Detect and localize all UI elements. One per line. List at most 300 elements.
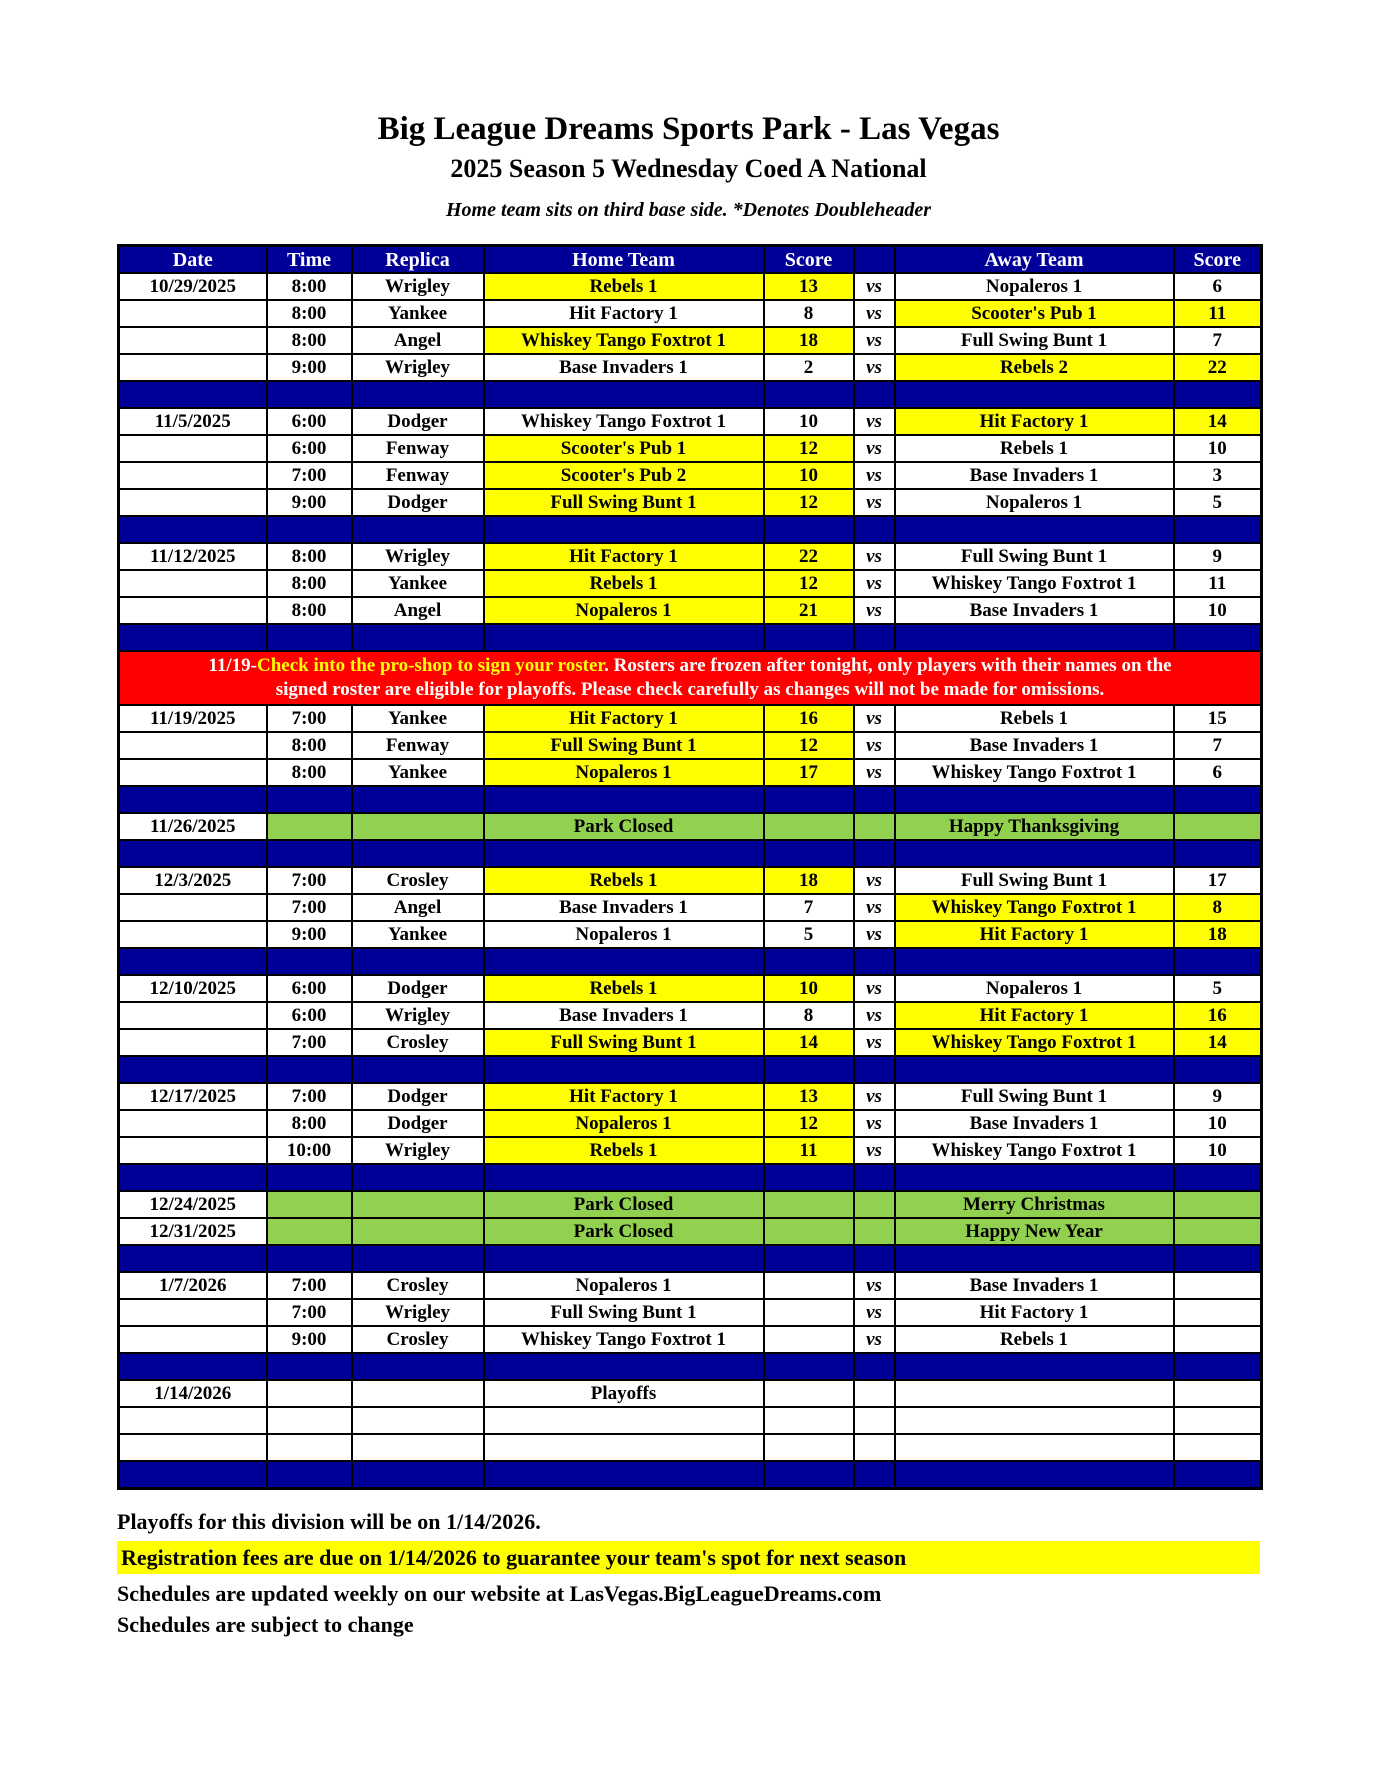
website-note: Schedules are updated weekly on our website at LasVegas.BigLeagueDreams.com xyxy=(117,1581,882,1606)
replica-cell: Angel xyxy=(352,327,484,354)
home-team-cell: Whiskey Tango Foxtrot 1 xyxy=(484,327,764,354)
separator-cell xyxy=(267,381,352,408)
home-score-cell xyxy=(764,813,854,840)
separator-row xyxy=(119,786,1262,813)
separator-cell xyxy=(484,948,764,975)
game-row xyxy=(119,867,1262,894)
separator-cell xyxy=(764,1353,854,1380)
home-team-note: Home team sits on third base side. *Denotes Doubleheader xyxy=(446,199,931,221)
roster-notice-row xyxy=(119,651,1262,705)
away-team-cell: Whiskey Tango Foxtrot 1 xyxy=(895,570,1174,597)
home-team-cell: Nopaleros 1 xyxy=(484,1110,764,1137)
away-score-cell: 14 xyxy=(1174,1029,1262,1056)
home-score-cell xyxy=(764,1407,854,1434)
separator-row xyxy=(119,1461,1262,1489)
vs-cell: vs xyxy=(854,543,895,570)
schedule-table xyxy=(117,244,1263,1490)
home-team-cell: Nopaleros 1 xyxy=(484,597,764,624)
home-team-cell: Scooter's Pub 2 xyxy=(484,462,764,489)
away-team-cell: Nopaleros 1 xyxy=(895,975,1174,1002)
separator-cell xyxy=(484,381,764,408)
separator-cell xyxy=(352,1164,484,1191)
date-cell xyxy=(119,1407,267,1434)
home-score-cell: 5 xyxy=(764,921,854,948)
away-team-cell: Hit Factory 1 xyxy=(895,921,1174,948)
vs-cell: vs xyxy=(854,1083,895,1110)
vs-cell: vs xyxy=(854,1272,895,1299)
time-cell: 8:00 xyxy=(267,570,352,597)
home-team-cell: Nopaleros 1 xyxy=(484,921,764,948)
away-score-cell xyxy=(1174,1218,1262,1245)
game-row xyxy=(119,1110,1262,1137)
home-score-cell: 21 xyxy=(764,597,854,624)
page-title: Big League Dreams Sports Park - Las Vegas xyxy=(377,111,1000,147)
registration-fees-banner: Registration fees are due on 1/14/2026 to guarantee your team's spot for next season xyxy=(117,1541,1260,1574)
home-score-cell: 14 xyxy=(764,1029,854,1056)
replica-cell: Crosley xyxy=(352,867,484,894)
notice-line2: signed roster are eligible for playoffs. Please check carefully as changes will not be made for omissions. xyxy=(275,679,1105,700)
replica-cell: Dodger xyxy=(352,1110,484,1137)
separator-cell xyxy=(119,381,267,408)
replica-cell xyxy=(352,1407,484,1434)
home-team-cell: Rebels 1 xyxy=(484,975,764,1002)
replica-cell: Dodger xyxy=(352,1083,484,1110)
playoffs-note: Playoffs for this division will be on 1/14/2026. xyxy=(117,1509,541,1534)
closed-row xyxy=(119,1218,1262,1245)
vs-cell xyxy=(854,1434,895,1461)
separator-cell xyxy=(267,1056,352,1083)
time-cell: 9:00 xyxy=(267,489,352,516)
date-cell xyxy=(119,1434,267,1461)
home-team-cell xyxy=(484,1407,764,1434)
separator-cell xyxy=(119,516,267,543)
home-team-cell: Rebels 1 xyxy=(484,273,764,300)
away-team-cell: Full Swing Bunt 1 xyxy=(895,543,1174,570)
column-header-replica: Replica xyxy=(352,246,484,274)
separator-row xyxy=(119,381,1262,408)
away-score-cell: 10 xyxy=(1174,435,1262,462)
separator-cell xyxy=(484,624,764,651)
home-team-cell: Hit Factory 1 xyxy=(484,543,764,570)
separator-cell xyxy=(352,516,484,543)
time-cell: 6:00 xyxy=(267,408,352,435)
home-score-cell: 16 xyxy=(764,705,854,732)
roster-notice xyxy=(119,651,1262,705)
vs-cell xyxy=(854,1218,895,1245)
away-team-cell: Base Invaders 1 xyxy=(895,462,1174,489)
home-score-cell: 12 xyxy=(764,1110,854,1137)
separator-cell xyxy=(764,948,854,975)
time-cell: 9:00 xyxy=(267,354,352,381)
home-team-cell: Whiskey Tango Foxtrot 1 xyxy=(484,1326,764,1353)
date-cell xyxy=(119,1326,267,1353)
time-cell: 8:00 xyxy=(267,732,352,759)
separator-row xyxy=(119,840,1262,867)
replica-cell xyxy=(352,813,484,840)
time-cell xyxy=(267,1218,352,1245)
separator-cell xyxy=(764,840,854,867)
home-team-cell: Nopaleros 1 xyxy=(484,1272,764,1299)
separator-cell xyxy=(119,948,267,975)
away-team-cell: Base Invaders 1 xyxy=(895,597,1174,624)
away-score-cell xyxy=(1174,1380,1262,1407)
replica-cell xyxy=(352,1434,484,1461)
home-score-cell xyxy=(764,1191,854,1218)
separator-cell xyxy=(895,381,1174,408)
away-score-cell xyxy=(1174,1407,1262,1434)
separator-cell xyxy=(484,1164,764,1191)
separator-cell xyxy=(764,786,854,813)
page-header xyxy=(117,110,1260,222)
replica-cell: Yankee xyxy=(352,705,484,732)
separator-cell xyxy=(119,1245,267,1272)
away-team-cell: Nopaleros 1 xyxy=(895,273,1174,300)
separator-row xyxy=(119,1056,1262,1083)
vs-cell: vs xyxy=(854,1326,895,1353)
separator-cell xyxy=(1174,1353,1262,1380)
separator-cell xyxy=(352,840,484,867)
replica-cell xyxy=(352,1218,484,1245)
away-score-cell: 18 xyxy=(1174,921,1262,948)
away-score-cell: 9 xyxy=(1174,1083,1262,1110)
separator-cell xyxy=(267,840,352,867)
date-cell xyxy=(119,1299,267,1326)
replica-cell: Wrigley xyxy=(352,1002,484,1029)
replica-cell: Wrigley xyxy=(352,543,484,570)
separator-cell xyxy=(352,786,484,813)
time-cell: 7:00 xyxy=(267,462,352,489)
separator-cell xyxy=(854,948,895,975)
vs-cell: vs xyxy=(854,1029,895,1056)
time-cell: 7:00 xyxy=(267,705,352,732)
date-cell: 12/3/2025 xyxy=(119,867,267,894)
home-score-cell: 12 xyxy=(764,732,854,759)
home-team-cell: Base Invaders 1 xyxy=(484,354,764,381)
date-cell xyxy=(119,1002,267,1029)
away-score-cell xyxy=(1174,1191,1262,1218)
away-score-cell xyxy=(1174,813,1262,840)
time-cell: 9:00 xyxy=(267,1326,352,1353)
separator-cell xyxy=(1174,948,1262,975)
date-cell xyxy=(119,1137,267,1164)
away-team-cell: Whiskey Tango Foxtrot 1 xyxy=(895,1029,1174,1056)
home-score-cell: 8 xyxy=(764,300,854,327)
game-row xyxy=(119,273,1262,300)
separator-cell xyxy=(1174,1461,1262,1489)
game-row xyxy=(119,732,1262,759)
date-cell: 12/17/2025 xyxy=(119,1083,267,1110)
separator-cell xyxy=(895,1353,1174,1380)
vs-cell xyxy=(854,1380,895,1407)
date-cell xyxy=(119,435,267,462)
time-cell xyxy=(267,1434,352,1461)
replica-cell xyxy=(352,1380,484,1407)
home-team-cell: Rebels 1 xyxy=(484,867,764,894)
home-score-cell: 13 xyxy=(764,1083,854,1110)
vs-cell: vs xyxy=(854,462,895,489)
time-cell: 8:00 xyxy=(267,300,352,327)
home-score-cell: 22 xyxy=(764,543,854,570)
column-header-score: Score xyxy=(764,246,854,274)
replica-cell: Dodger xyxy=(352,975,484,1002)
game-row xyxy=(119,1002,1262,1029)
column-header-date: Date xyxy=(119,246,267,274)
separator-cell xyxy=(895,1461,1174,1489)
column-header-vs xyxy=(854,246,895,274)
game-row xyxy=(119,1083,1262,1110)
time-cell: 7:00 xyxy=(267,894,352,921)
subject-to-change-note: Schedules are subject to change xyxy=(117,1612,414,1637)
separator-cell xyxy=(764,1056,854,1083)
separator-cell xyxy=(895,1056,1174,1083)
separator-row xyxy=(119,948,1262,975)
separator-cell xyxy=(119,840,267,867)
away-team-cell: Rebels 1 xyxy=(895,1326,1174,1353)
home-team-cell: Park Closed xyxy=(484,813,764,840)
home-team-cell: Rebels 1 xyxy=(484,1137,764,1164)
away-team-cell: Full Swing Bunt 1 xyxy=(895,1083,1174,1110)
vs-cell: vs xyxy=(854,300,895,327)
home-score-cell: 8 xyxy=(764,1002,854,1029)
vs-cell: vs xyxy=(854,273,895,300)
game-row xyxy=(119,597,1262,624)
notice-prefix: 11/19- xyxy=(208,655,257,676)
separator-cell xyxy=(267,948,352,975)
time-cell: 7:00 xyxy=(267,1083,352,1110)
page-footer xyxy=(117,1508,1260,1638)
separator-cell xyxy=(267,1461,352,1489)
vs-cell: vs xyxy=(854,597,895,624)
away-score-cell: 10 xyxy=(1174,1110,1262,1137)
home-score-cell: 18 xyxy=(764,867,854,894)
separator-cell xyxy=(854,1056,895,1083)
schedule-table-body xyxy=(119,273,1262,1489)
date-cell: 11/5/2025 xyxy=(119,408,267,435)
game-row xyxy=(119,408,1262,435)
date-cell xyxy=(119,1029,267,1056)
vs-cell: vs xyxy=(854,570,895,597)
away-score-cell: 7 xyxy=(1174,327,1262,354)
away-team-cell: Whiskey Tango Foxtrot 1 xyxy=(895,1137,1174,1164)
away-score-cell xyxy=(1174,1434,1262,1461)
vs-cell: vs xyxy=(854,489,895,516)
home-team-cell: Hit Factory 1 xyxy=(484,705,764,732)
vs-cell: vs xyxy=(854,435,895,462)
away-score-cell: 15 xyxy=(1174,705,1262,732)
vs-cell: vs xyxy=(854,705,895,732)
away-score-cell: 10 xyxy=(1174,597,1262,624)
playoffs-row xyxy=(119,1380,1262,1407)
game-row xyxy=(119,759,1262,786)
home-team-cell: Base Invaders 1 xyxy=(484,1002,764,1029)
time-cell: 6:00 xyxy=(267,1002,352,1029)
column-header-row xyxy=(119,246,1262,274)
replica-cell: Wrigley xyxy=(352,354,484,381)
separator-cell xyxy=(267,624,352,651)
home-score-cell: 7 xyxy=(764,894,854,921)
home-score-cell: 17 xyxy=(764,759,854,786)
separator-cell xyxy=(119,786,267,813)
game-row xyxy=(119,1029,1262,1056)
separator-cell xyxy=(764,1164,854,1191)
time-cell: 9:00 xyxy=(267,921,352,948)
home-team-cell: Hit Factory 1 xyxy=(484,300,764,327)
time-cell: 8:00 xyxy=(267,1110,352,1137)
separator-cell xyxy=(484,786,764,813)
replica-cell: Dodger xyxy=(352,408,484,435)
closed-row xyxy=(119,813,1262,840)
separator-cell xyxy=(854,624,895,651)
date-cell: 12/10/2025 xyxy=(119,975,267,1002)
home-team-cell: Base Invaders 1 xyxy=(484,894,764,921)
separator-row xyxy=(119,516,1262,543)
away-score-cell: 9 xyxy=(1174,543,1262,570)
separator-cell xyxy=(854,1245,895,1272)
away-score-cell: 7 xyxy=(1174,732,1262,759)
date-cell: 10/29/2025 xyxy=(119,273,267,300)
replica-cell: Dodger xyxy=(352,489,484,516)
home-score-cell: 10 xyxy=(764,975,854,1002)
separator-cell xyxy=(352,381,484,408)
game-row xyxy=(119,327,1262,354)
vs-cell: vs xyxy=(854,759,895,786)
game-row xyxy=(119,300,1262,327)
separator-cell xyxy=(119,1353,267,1380)
time-cell: 8:00 xyxy=(267,327,352,354)
away-team-cell: Full Swing Bunt 1 xyxy=(895,327,1174,354)
home-score-cell xyxy=(764,1299,854,1326)
separator-cell xyxy=(1174,1245,1262,1272)
away-score-cell: 5 xyxy=(1174,975,1262,1002)
separator-row xyxy=(119,1353,1262,1380)
away-team-cell: Whiskey Tango Foxtrot 1 xyxy=(895,759,1174,786)
away-score-cell xyxy=(1174,1326,1262,1353)
time-cell xyxy=(267,1191,352,1218)
column-header-away-team: Away Team xyxy=(895,246,1174,274)
home-score-cell: 10 xyxy=(764,462,854,489)
time-cell: 8:00 xyxy=(267,597,352,624)
away-team-cell: Base Invaders 1 xyxy=(895,1272,1174,1299)
date-cell: 11/12/2025 xyxy=(119,543,267,570)
home-team-cell: Whiskey Tango Foxtrot 1 xyxy=(484,408,764,435)
separator-cell xyxy=(854,786,895,813)
date-cell xyxy=(119,732,267,759)
separator-cell xyxy=(854,1461,895,1489)
away-team-cell: Full Swing Bunt 1 xyxy=(895,867,1174,894)
time-cell: 8:00 xyxy=(267,759,352,786)
game-row xyxy=(119,1272,1262,1299)
away-team-cell xyxy=(895,1434,1174,1461)
vs-cell xyxy=(854,1191,895,1218)
separator-cell xyxy=(854,381,895,408)
separator-cell xyxy=(854,840,895,867)
separator-cell xyxy=(854,1164,895,1191)
separator-cell xyxy=(895,624,1174,651)
date-cell xyxy=(119,462,267,489)
separator-cell xyxy=(895,516,1174,543)
separator-cell xyxy=(1174,840,1262,867)
separator-cell xyxy=(484,1056,764,1083)
separator-cell xyxy=(1174,381,1262,408)
separator-cell xyxy=(352,948,484,975)
home-team-cell: Nopaleros 1 xyxy=(484,759,764,786)
date-cell xyxy=(119,894,267,921)
date-cell: 12/24/2025 xyxy=(119,1191,267,1218)
time-cell xyxy=(267,1380,352,1407)
away-score-cell: 16 xyxy=(1174,1002,1262,1029)
time-cell: 7:00 xyxy=(267,867,352,894)
away-score-cell: 3 xyxy=(1174,462,1262,489)
date-cell xyxy=(119,759,267,786)
separator-row xyxy=(119,624,1262,651)
game-row xyxy=(119,1137,1262,1164)
away-team-cell: Happy Thanksgiving xyxy=(895,813,1174,840)
home-team-cell: Hit Factory 1 xyxy=(484,1083,764,1110)
separator-cell xyxy=(352,1056,484,1083)
separator-cell xyxy=(854,516,895,543)
away-score-cell xyxy=(1174,1272,1262,1299)
replica-cell: Fenway xyxy=(352,462,484,489)
separator-cell xyxy=(352,1353,484,1380)
home-team-cell: Full Swing Bunt 1 xyxy=(484,1299,764,1326)
home-team-cell: Park Closed xyxy=(484,1218,764,1245)
vs-cell: vs xyxy=(854,732,895,759)
home-team-cell xyxy=(484,1434,764,1461)
separator-cell xyxy=(764,1245,854,1272)
home-score-cell: 2 xyxy=(764,354,854,381)
vs-cell: vs xyxy=(854,408,895,435)
game-row xyxy=(119,354,1262,381)
separator-cell xyxy=(484,1461,764,1489)
away-team-cell: Scooter's Pub 1 xyxy=(895,300,1174,327)
home-score-cell xyxy=(764,1272,854,1299)
date-cell: 11/26/2025 xyxy=(119,813,267,840)
empty-row xyxy=(119,1407,1262,1434)
game-row xyxy=(119,1326,1262,1353)
replica-cell: Angel xyxy=(352,597,484,624)
away-team-cell: Hit Factory 1 xyxy=(895,408,1174,435)
column-header-score: Score xyxy=(1174,246,1262,274)
separator-cell xyxy=(267,1245,352,1272)
notice-rest: . Rosters are frozen after tonight, only players with their names on the xyxy=(604,655,1172,676)
away-team-cell: Hit Factory 1 xyxy=(895,1002,1174,1029)
away-team-cell: Hit Factory 1 xyxy=(895,1299,1174,1326)
away-score-cell: 6 xyxy=(1174,759,1262,786)
separator-cell xyxy=(764,381,854,408)
column-header-home-team: Home Team xyxy=(484,246,764,274)
replica-cell: Yankee xyxy=(352,300,484,327)
away-team-cell: Base Invaders 1 xyxy=(895,1110,1174,1137)
date-cell xyxy=(119,354,267,381)
vs-cell xyxy=(854,1407,895,1434)
separator-cell xyxy=(1174,516,1262,543)
separator-cell xyxy=(484,1353,764,1380)
game-row xyxy=(119,543,1262,570)
away-score-cell: 5 xyxy=(1174,489,1262,516)
replica-cell: Wrigley xyxy=(352,1137,484,1164)
game-row xyxy=(119,705,1262,732)
separator-cell xyxy=(895,1164,1174,1191)
separator-cell xyxy=(895,1245,1174,1272)
home-team-cell: Full Swing Bunt 1 xyxy=(484,1029,764,1056)
vs-cell: vs xyxy=(854,1137,895,1164)
date-cell: 1/7/2026 xyxy=(119,1272,267,1299)
game-row xyxy=(119,921,1262,948)
separator-cell xyxy=(764,516,854,543)
date-cell: 12/31/2025 xyxy=(119,1218,267,1245)
away-team-cell: Happy New Year xyxy=(895,1218,1174,1245)
replica-cell: Angel xyxy=(352,894,484,921)
